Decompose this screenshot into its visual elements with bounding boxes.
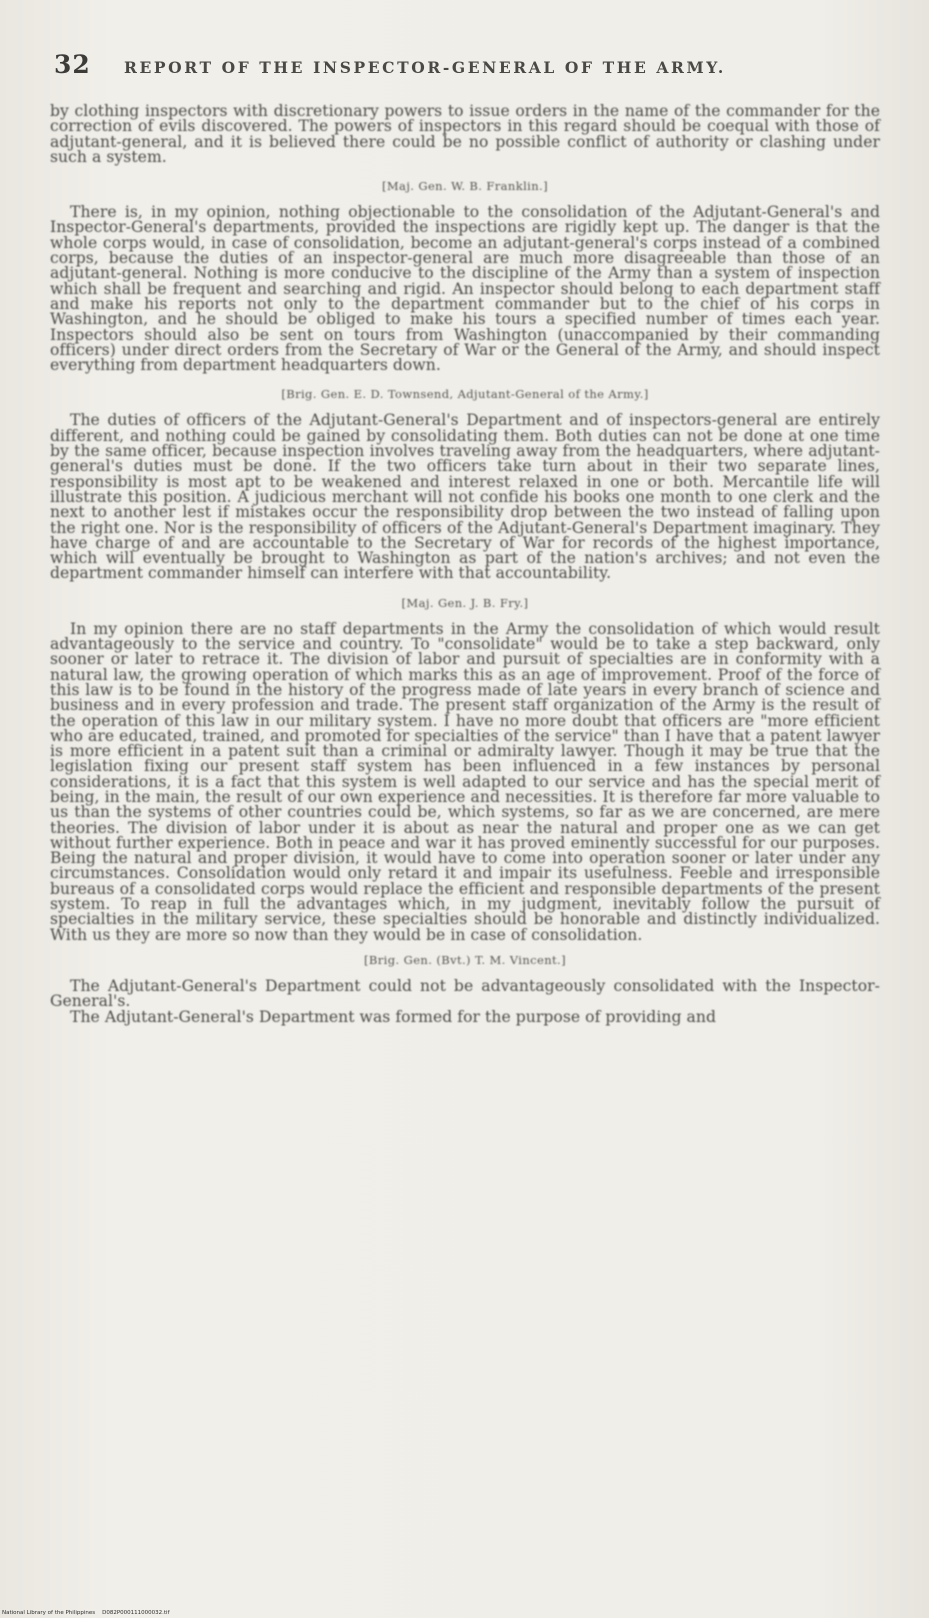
attribution-townsend: [Brig. Gen. E. D. Townsend, Adjutant-General of the Army.] — [281, 387, 649, 402]
paragraph-vincent-2: The Adjutant-General's Department was formed for the purpose of providing and — [70, 1007, 716, 1026]
page-number: 32 — [54, 50, 91, 79]
paragraph-franklin: There is, in my opinion, nothing objectionable to the consolidation of the Adjutant-General's and Inspector-General's departments, provided the inspections are rigidly kept up. The danger is that the whole corps would, in case of consolidation, become an adjutant-general's corps instead of a combined corps, because the duties of an inspector-general are much more disagreeable than those of an adjutant-general. Nothing is more conducive to the discipline of the Army than a system of inspection which shall be frequent and searching and rigid. An inspector should belong to each department staff and make his reports not only to the department commander but to the chief of his corps in Washington, and he should be obliged to make his tours a specified number of times each year. Inspectors should also be sent on tours from Washington (unaccompanied by their commanding officers) under direct orders from the Secretary of War or the General of the Army, and should inspect everything from department headquarters down. — [50, 203, 880, 375]
attribution-vincent: [Brig. Gen. (Bvt.) T. M. Vincent.] — [364, 952, 566, 967]
paragraph-fry: In my opinion there are no staff departments in the Army the consolidation of which would result advantageously to the service and country. To "consolidate" would be to take a step backward, only sooner or later to retrace it. The division of labor and pursuit of specialties are in conformity with a natural law, the growing operation of which marks this as an age of improvement. Proof of the force of this law is to be found in the history of the progress made of late years in every branch of science and business and in every profession and trade. The present staff organization of the Army is the result of the operation of this law in our military system. I have no more doubt that officers are "more efficient who are educated, trained, and promoted for specialties of the service" than I have that a patent lawyer is more efficient in a patent suit than a criminal or admiralty lawyer. Though it may be true that the legislation fixing our present staff system has been influenced in a few instances by personal considerations, it is a fact that this system is well adapted to our service and has the special merit of being, in the main, the result of our own experience and necessities. It is therefore far more valuable to us than the systems of other countries could be, which systems, so far as we are concerned, are mere theories. The division of labor under it is about as near the natural and proper one as we can get without further experience. Both in peace and war it has proved eminently successful for our purposes. Being the natural and proper division, it would have to come into operation sooner or later under any circumstances. Consolidation would only retard it and impair its usefulness. Feeble and irresponsible bureaus of a consolidated corps would replace the efficient and responsible departments of the present system. To reap in full the advantages which, in my judgment, inevitably follow the pursuit of specialties in the military service, these specialties should be honorable and distinctly individualized. With us they are more so now than they would be in case of consolidation. — [50, 619, 880, 944]
attribution-franklin: [Maj. Gen. W. B. Franklin.] — [382, 179, 548, 194]
running-head: REPORT OF THE INSPECTOR-GENERAL OF THE ARMY. — [124, 58, 726, 77]
paragraph-townsend: The duties of officers of the Adjutant-General's Department and of inspectors-general are entirely different, and nothing could be gained by consolidating them. Both duties can not be done at one time by the same officer, because inspection involves traveling away from the headquarters, where adjutant-general's duties must be done. If the two officers take turn about in their two separate lines, responsibility is most apt to be weakened and interest relaxed in one or both. Mercantile life will illustrate this position. A judicious merchant will not confide his books one month to one clerk and the next to another lest if mistakes occur the responsibility drop between the two instead of falling upon the right one. Nor is the responsibility of officers of the Adjutant-General's Department imaginary. They have charge of and are accountable to the Secretary of War for records of the highest importance, which will eventually be brought to Washington as part of the nation's archives; and not even the department commander himself can interfere with that accountability. — [50, 411, 880, 583]
scan-footer — [2, 1610, 170, 1616]
paragraph-continuation: by clothing inspectors with discretionary powers to issue orders in the name of the commander for the correction of evils discovered. The powers of inspectors in this regard should be coequal with those of adjutant-general, and it is believed there could be no possible conflict of authority or clashing under such a system. — [50, 102, 880, 166]
paragraph-vincent-1: The Adjutant-General's Department could not be advantageously consolidated with the Inspector-General's. — [50, 976, 880, 1011]
footer-identifier: D082P000111000032.tif — [102, 1610, 170, 1616]
body-text — [50, 104, 880, 1025]
attribution-fry: [Maj. Gen. J. B. Fry.] — [401, 595, 529, 610]
page-header — [54, 50, 889, 84]
footer-credit: National Library of the Philippines — [2, 1610, 96, 1616]
